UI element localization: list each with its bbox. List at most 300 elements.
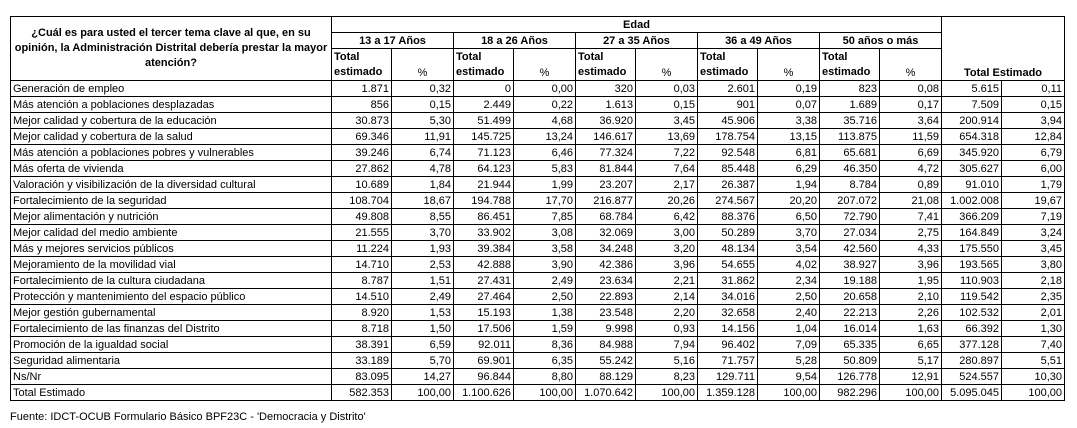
- cell-total: 823: [820, 81, 880, 97]
- cell-total: 36.920: [576, 113, 636, 129]
- cell-total: 178.754: [698, 129, 758, 145]
- cell-percent: 12,84: [1002, 129, 1065, 145]
- cell-total: 48.134: [698, 241, 758, 257]
- table-row: [11, 225, 1065, 241]
- cell-total: 45.906: [698, 113, 758, 129]
- cell-percent: 20,26: [636, 193, 698, 209]
- cell-percent: 1,95: [880, 273, 942, 289]
- cell-percent: 0,15: [636, 97, 698, 113]
- cell-total: 33.189: [332, 353, 392, 369]
- table-row: [11, 273, 1065, 289]
- cell-percent: 7,94: [636, 337, 698, 353]
- table-row: [11, 177, 1065, 193]
- cell-total: 19.188: [820, 273, 880, 289]
- cell-total: 274.567: [698, 193, 758, 209]
- cell-percent: 3,70: [758, 225, 820, 241]
- cell-total: 86.451: [454, 209, 514, 225]
- cell-percent: 3,20: [636, 241, 698, 257]
- table-row: [11, 209, 1065, 225]
- cell-percent: 6,46: [514, 145, 576, 161]
- cell-percent: 9,54: [758, 369, 820, 385]
- cell-percent: 2,50: [758, 289, 820, 305]
- row-label: Valoración y visibilización de la diversidad cultural: [11, 177, 332, 193]
- cell-percent: 2,50: [514, 289, 576, 305]
- cell-total: 27.431: [454, 273, 514, 289]
- cell-percent: 7,09: [758, 337, 820, 353]
- cell-total: 21.944: [454, 177, 514, 193]
- cell-total: 8.920: [332, 305, 392, 321]
- cell-total: 65.335: [820, 337, 880, 353]
- row-label: Ns/Nr: [11, 369, 332, 385]
- cell-total: 83.095: [332, 369, 392, 385]
- cell-percent: 1,93: [392, 241, 454, 257]
- cell-percent: 5,28: [758, 353, 820, 369]
- cell-percent: 2,20: [636, 305, 698, 321]
- cell-percent: 8,36: [514, 337, 576, 353]
- row-label: Más atención a poblaciones pobres y vulnerables: [11, 145, 332, 161]
- cell-total: 23.207: [576, 177, 636, 193]
- cell-total: 524.557: [942, 369, 1002, 385]
- cell-total: 23.634: [576, 273, 636, 289]
- cell-percent: 13,24: [514, 129, 576, 145]
- table-row: [11, 129, 1065, 145]
- cell-percent: 2,49: [392, 289, 454, 305]
- source-footer: Fuente: IDCT-OCUB Formulario Básico BPF23C - 'Democracia y Distrito': [10, 411, 366, 423]
- cell-percent: 21,08: [880, 193, 942, 209]
- cell-total: 71.123: [454, 145, 514, 161]
- cell-total: 582.353: [332, 385, 392, 401]
- row-label: Fortalecimiento de la cultura ciudadana: [11, 273, 332, 289]
- cell-percent: 0,08: [880, 81, 942, 97]
- cell-percent: 100,00: [636, 385, 698, 401]
- table-row: [11, 337, 1065, 353]
- cell-total: 96.402: [698, 337, 758, 353]
- cell-percent: 2,18: [1002, 273, 1065, 289]
- cell-total: 33.902: [454, 225, 514, 241]
- cell-total: 7.509: [942, 97, 1002, 113]
- table-row: [11, 321, 1065, 337]
- cell-percent: 3,58: [514, 241, 576, 257]
- cell-total: 55.242: [576, 353, 636, 369]
- cell-percent: 3,80: [1002, 257, 1065, 273]
- table-row: [11, 385, 1065, 401]
- cell-percent: 6,42: [636, 209, 698, 225]
- cell-total: 88.129: [576, 369, 636, 385]
- cell-percent: 2,40: [758, 305, 820, 321]
- cell-percent: 3,64: [880, 113, 942, 129]
- col-total-estimado: Total estimado: [698, 49, 758, 81]
- cell-total: 2.449: [454, 97, 514, 113]
- cell-total: 320: [576, 81, 636, 97]
- cell-percent: 1,84: [392, 177, 454, 193]
- cell-total: 68.784: [576, 209, 636, 225]
- cell-total: 129.711: [698, 369, 758, 385]
- cell-total: 38.927: [820, 257, 880, 273]
- row-label: Fortalecimiento de la seguridad: [11, 193, 332, 209]
- cell-percent: 8,23: [636, 369, 698, 385]
- cell-total: 34.016: [698, 289, 758, 305]
- total-estimado-header: Total Estimado: [942, 17, 1065, 81]
- cell-total: 119.542: [942, 289, 1002, 305]
- age-group-header: 50 años o más: [820, 33, 942, 49]
- col-total-estimado: Total estimado: [576, 49, 636, 81]
- table-row: [11, 353, 1065, 369]
- col-percent: %: [880, 49, 942, 81]
- cell-percent: 3,38: [758, 113, 820, 129]
- cell-percent: 3,94: [1002, 113, 1065, 129]
- cell-total: 164.849: [942, 225, 1002, 241]
- cell-percent: 4,68: [514, 113, 576, 129]
- cell-total: 216.877: [576, 193, 636, 209]
- cell-percent: 7,19: [1002, 209, 1065, 225]
- cell-percent: 7,40: [1002, 337, 1065, 353]
- table-row: [11, 113, 1065, 129]
- cell-total: 280.897: [942, 353, 1002, 369]
- cell-total: 92.548: [698, 145, 758, 161]
- cell-total: 175.550: [942, 241, 1002, 257]
- cell-percent: 20,20: [758, 193, 820, 209]
- table-row: [11, 97, 1065, 113]
- cell-percent: 0,07: [758, 97, 820, 113]
- cell-percent: 6,35: [514, 353, 576, 369]
- cell-total: 35.716: [820, 113, 880, 129]
- cell-percent: 2,17: [636, 177, 698, 193]
- cell-total: 200.914: [942, 113, 1002, 129]
- age-group-header: 18 a 26 Años: [454, 33, 576, 49]
- cell-percent: 5,70: [392, 353, 454, 369]
- cell-total: 113.875: [820, 129, 880, 145]
- cell-percent: 6,50: [758, 209, 820, 225]
- cell-percent: 17,70: [514, 193, 576, 209]
- cell-percent: 13,69: [636, 129, 698, 145]
- cell-percent: 0,15: [392, 97, 454, 113]
- cell-total: 305.627: [942, 161, 1002, 177]
- row-label: Fortalecimiento de las finanzas del Distrito: [11, 321, 332, 337]
- age-group-header: 13 a 17 Años: [332, 33, 454, 49]
- row-label: Más y mejores servicios públicos: [11, 241, 332, 257]
- cell-total: 654.318: [942, 129, 1002, 145]
- cell-percent: 6,69: [880, 145, 942, 161]
- row-label: Mejoramiento de la movilidad vial: [11, 257, 332, 273]
- cell-total: 377.128: [942, 337, 1002, 353]
- cell-percent: 2,49: [514, 273, 576, 289]
- cell-percent: 12,91: [880, 369, 942, 385]
- cell-total: 32.069: [576, 225, 636, 241]
- col-percent: %: [758, 49, 820, 81]
- cell-total: 2.601: [698, 81, 758, 97]
- cell-total: 42.888: [454, 257, 514, 273]
- cell-percent: 5,17: [880, 353, 942, 369]
- cell-total: 10.689: [332, 177, 392, 193]
- cell-total: 1.689: [820, 97, 880, 113]
- cell-percent: 2,75: [880, 225, 942, 241]
- cell-total: 982.296: [820, 385, 880, 401]
- row-label: Mejor calidad y cobertura de la educación: [11, 113, 332, 129]
- cell-percent: 1,63: [880, 321, 942, 337]
- cell-percent: 100,00: [758, 385, 820, 401]
- cell-percent: 2,10: [880, 289, 942, 305]
- cell-percent: 18,67: [392, 193, 454, 209]
- survey-table-container: [10, 16, 1065, 401]
- cell-total: 23.548: [576, 305, 636, 321]
- cell-percent: 4,72: [880, 161, 942, 177]
- row-label: Más atención a poblaciones desplazadas: [11, 97, 332, 113]
- cell-total: 8.784: [820, 177, 880, 193]
- cell-percent: 100,00: [514, 385, 576, 401]
- cell-percent: 0,93: [636, 321, 698, 337]
- cell-percent: 1,30: [1002, 321, 1065, 337]
- cell-percent: 1,94: [758, 177, 820, 193]
- cell-percent: 1,79: [1002, 177, 1065, 193]
- cell-percent: 6,59: [392, 337, 454, 353]
- cell-total: 88.376: [698, 209, 758, 225]
- cell-total: 66.392: [942, 321, 1002, 337]
- row-label: Generación de empleo: [11, 81, 332, 97]
- cell-percent: 0,15: [1002, 97, 1065, 113]
- cell-total: 46.350: [820, 161, 880, 177]
- col-total-estimado: Total estimado: [820, 49, 880, 81]
- cell-percent: 2,53: [392, 257, 454, 273]
- cell-total: 8.718: [332, 321, 392, 337]
- col-percent: %: [636, 49, 698, 81]
- table-row: [11, 369, 1065, 385]
- cell-percent: 1,50: [392, 321, 454, 337]
- cell-percent: 6,00: [1002, 161, 1065, 177]
- cell-percent: 6,81: [758, 145, 820, 161]
- table-row: [11, 257, 1065, 273]
- cell-total: 85.448: [698, 161, 758, 177]
- cell-total: 65.681: [820, 145, 880, 161]
- cell-total: 77.324: [576, 145, 636, 161]
- cell-total: 22.893: [576, 289, 636, 305]
- col-percent: %: [514, 49, 576, 81]
- cell-total: 16.014: [820, 321, 880, 337]
- cell-percent: 3,90: [514, 257, 576, 273]
- cell-percent: 8,80: [514, 369, 576, 385]
- cell-total: 126.778: [820, 369, 880, 385]
- cell-percent: 2,26: [880, 305, 942, 321]
- cell-percent: 1,04: [758, 321, 820, 337]
- cell-percent: 3,54: [758, 241, 820, 257]
- cell-total: 0: [454, 81, 514, 97]
- cell-percent: 14,27: [392, 369, 454, 385]
- cell-total: 102.532: [942, 305, 1002, 321]
- cell-total: 42.560: [820, 241, 880, 257]
- cell-total: 145.725: [454, 129, 514, 145]
- question-header: ¿Cuál es para usted el tercer tema clave al que, en su opinión, la Administración Distrital debería prestar la mayor atención?: [11, 17, 332, 81]
- cell-total: 14.156: [698, 321, 758, 337]
- cell-total: 92.011: [454, 337, 514, 353]
- row-label: Mejor gestión gubernamental: [11, 305, 332, 321]
- cell-percent: 0,89: [880, 177, 942, 193]
- cell-total: 26.387: [698, 177, 758, 193]
- cell-total: 27.862: [332, 161, 392, 177]
- cell-total: 901: [698, 97, 758, 113]
- cell-percent: 10,30: [1002, 369, 1065, 385]
- row-label: Seguridad alimentaria: [11, 353, 332, 369]
- cell-total: 108.704: [332, 193, 392, 209]
- row-label: Protección y mantenimiento del espacio público: [11, 289, 332, 305]
- cell-total: 34.248: [576, 241, 636, 257]
- age-group-header: 36 a 49 Años: [698, 33, 820, 49]
- cell-percent: 11,59: [880, 129, 942, 145]
- cell-total: 207.072: [820, 193, 880, 209]
- cell-total: 1.871: [332, 81, 392, 97]
- cell-percent: 0,11: [1002, 81, 1065, 97]
- row-label: Más oferta de vivienda: [11, 161, 332, 177]
- cell-percent: 0,00: [514, 81, 576, 97]
- cell-percent: 7,22: [636, 145, 698, 161]
- cell-total: 193.565: [942, 257, 1002, 273]
- col-total-estimado: Total estimado: [454, 49, 514, 81]
- cell-percent: 4,78: [392, 161, 454, 177]
- row-label: Mejor calidad del medio ambiente: [11, 225, 332, 241]
- cell-percent: 4,33: [880, 241, 942, 257]
- cell-percent: 11,91: [392, 129, 454, 145]
- cell-percent: 2,21: [636, 273, 698, 289]
- cell-total: 50.809: [820, 353, 880, 369]
- cell-percent: 0,32: [392, 81, 454, 97]
- cell-total: 49.808: [332, 209, 392, 225]
- cell-percent: 6,74: [392, 145, 454, 161]
- table-row: [11, 305, 1065, 321]
- edad-header: Edad: [332, 17, 942, 33]
- cell-total: 5.095.045: [942, 385, 1002, 401]
- cell-percent: 3,70: [392, 225, 454, 241]
- cell-total: 69.346: [332, 129, 392, 145]
- cell-total: 27.034: [820, 225, 880, 241]
- cell-percent: 0,22: [514, 97, 576, 113]
- cell-total: 345.920: [942, 145, 1002, 161]
- cell-percent: 0,03: [636, 81, 698, 97]
- cell-percent: 8,55: [392, 209, 454, 225]
- cell-total: 42.386: [576, 257, 636, 273]
- cell-total: 11.224: [332, 241, 392, 257]
- row-label: Total Estimado: [11, 385, 332, 401]
- table-row: [11, 145, 1065, 161]
- cell-percent: 100,00: [880, 385, 942, 401]
- table-body: [11, 81, 1065, 401]
- cell-total: 15.193: [454, 305, 514, 321]
- cell-percent: 3,45: [636, 113, 698, 129]
- table-row: [11, 81, 1065, 97]
- cell-percent: 6,29: [758, 161, 820, 177]
- cell-total: 9.998: [576, 321, 636, 337]
- cell-total: 27.464: [454, 289, 514, 305]
- cell-total: 96.844: [454, 369, 514, 385]
- cell-total: 71.757: [698, 353, 758, 369]
- cell-percent: 0,19: [758, 81, 820, 97]
- cell-total: 14.510: [332, 289, 392, 305]
- cell-percent: 1,51: [392, 273, 454, 289]
- cell-total: 69.901: [454, 353, 514, 369]
- cell-total: 72.790: [820, 209, 880, 225]
- cell-percent: 1,38: [514, 305, 576, 321]
- cell-total: 20.658: [820, 289, 880, 305]
- cell-percent: 2,14: [636, 289, 698, 305]
- cell-percent: 3,00: [636, 225, 698, 241]
- cell-total: 1.359.128: [698, 385, 758, 401]
- cell-total: 1.002.008: [942, 193, 1002, 209]
- cell-total: 110.903: [942, 273, 1002, 289]
- cell-total: 81.844: [576, 161, 636, 177]
- cell-percent: 3,08: [514, 225, 576, 241]
- cell-percent: 7,64: [636, 161, 698, 177]
- cell-total: 1.100.626: [454, 385, 514, 401]
- cell-total: 32.658: [698, 305, 758, 321]
- cell-percent: 2,35: [1002, 289, 1065, 305]
- cell-total: 1.070.642: [576, 385, 636, 401]
- cell-total: 14.710: [332, 257, 392, 273]
- cell-percent: 5,16: [636, 353, 698, 369]
- survey-table: [10, 16, 1065, 401]
- cell-total: 84.988: [576, 337, 636, 353]
- cell-total: 50.289: [698, 225, 758, 241]
- col-percent: %: [392, 49, 454, 81]
- age-group-header: 27 a 35 Años: [576, 33, 698, 49]
- cell-total: 1.613: [576, 97, 636, 113]
- cell-percent: 3,45: [1002, 241, 1065, 257]
- cell-percent: 100,00: [1002, 385, 1065, 401]
- cell-total: 38.391: [332, 337, 392, 353]
- cell-percent: 5,51: [1002, 353, 1065, 369]
- cell-percent: 13,15: [758, 129, 820, 145]
- row-label: Mejor alimentación y nutrición: [11, 209, 332, 225]
- cell-total: 21.555: [332, 225, 392, 241]
- table-row: [11, 193, 1065, 209]
- table-row: [11, 241, 1065, 257]
- cell-percent: 7,85: [514, 209, 576, 225]
- row-label: Promoción de la igualdad social: [11, 337, 332, 353]
- cell-percent: 2,01: [1002, 305, 1065, 321]
- cell-percent: 1,53: [392, 305, 454, 321]
- cell-total: 31.862: [698, 273, 758, 289]
- cell-percent: 6,65: [880, 337, 942, 353]
- table-row: [11, 289, 1065, 305]
- cell-total: 30.873: [332, 113, 392, 129]
- cell-percent: 3,24: [1002, 225, 1065, 241]
- cell-total: 856: [332, 97, 392, 113]
- cell-percent: 3,96: [636, 257, 698, 273]
- cell-percent: 7,41: [880, 209, 942, 225]
- cell-percent: 5,83: [514, 161, 576, 177]
- cell-total: 5.615: [942, 81, 1002, 97]
- col-total-estimado: Total estimado: [332, 49, 392, 81]
- cell-percent: 2,34: [758, 273, 820, 289]
- cell-percent: 19,67: [1002, 193, 1065, 209]
- cell-percent: 3,96: [880, 257, 942, 273]
- cell-total: 51.499: [454, 113, 514, 129]
- cell-total: 366.209: [942, 209, 1002, 225]
- cell-percent: 5,30: [392, 113, 454, 129]
- cell-total: 64.123: [454, 161, 514, 177]
- cell-percent: 1,99: [514, 177, 576, 193]
- cell-total: 22.213: [820, 305, 880, 321]
- cell-total: 194.788: [454, 193, 514, 209]
- cell-total: 39.384: [454, 241, 514, 257]
- cell-percent: 0,17: [880, 97, 942, 113]
- row-label: Mejor calidad y cobertura de la salud: [11, 129, 332, 145]
- cell-percent: 100,00: [392, 385, 454, 401]
- cell-total: 54.655: [698, 257, 758, 273]
- cell-total: 8.787: [332, 273, 392, 289]
- cell-percent: 1,59: [514, 321, 576, 337]
- cell-total: 146.617: [576, 129, 636, 145]
- cell-total: 17.506: [454, 321, 514, 337]
- cell-percent: 4,02: [758, 257, 820, 273]
- cell-total: 91.010: [942, 177, 1002, 193]
- table-row: [11, 161, 1065, 177]
